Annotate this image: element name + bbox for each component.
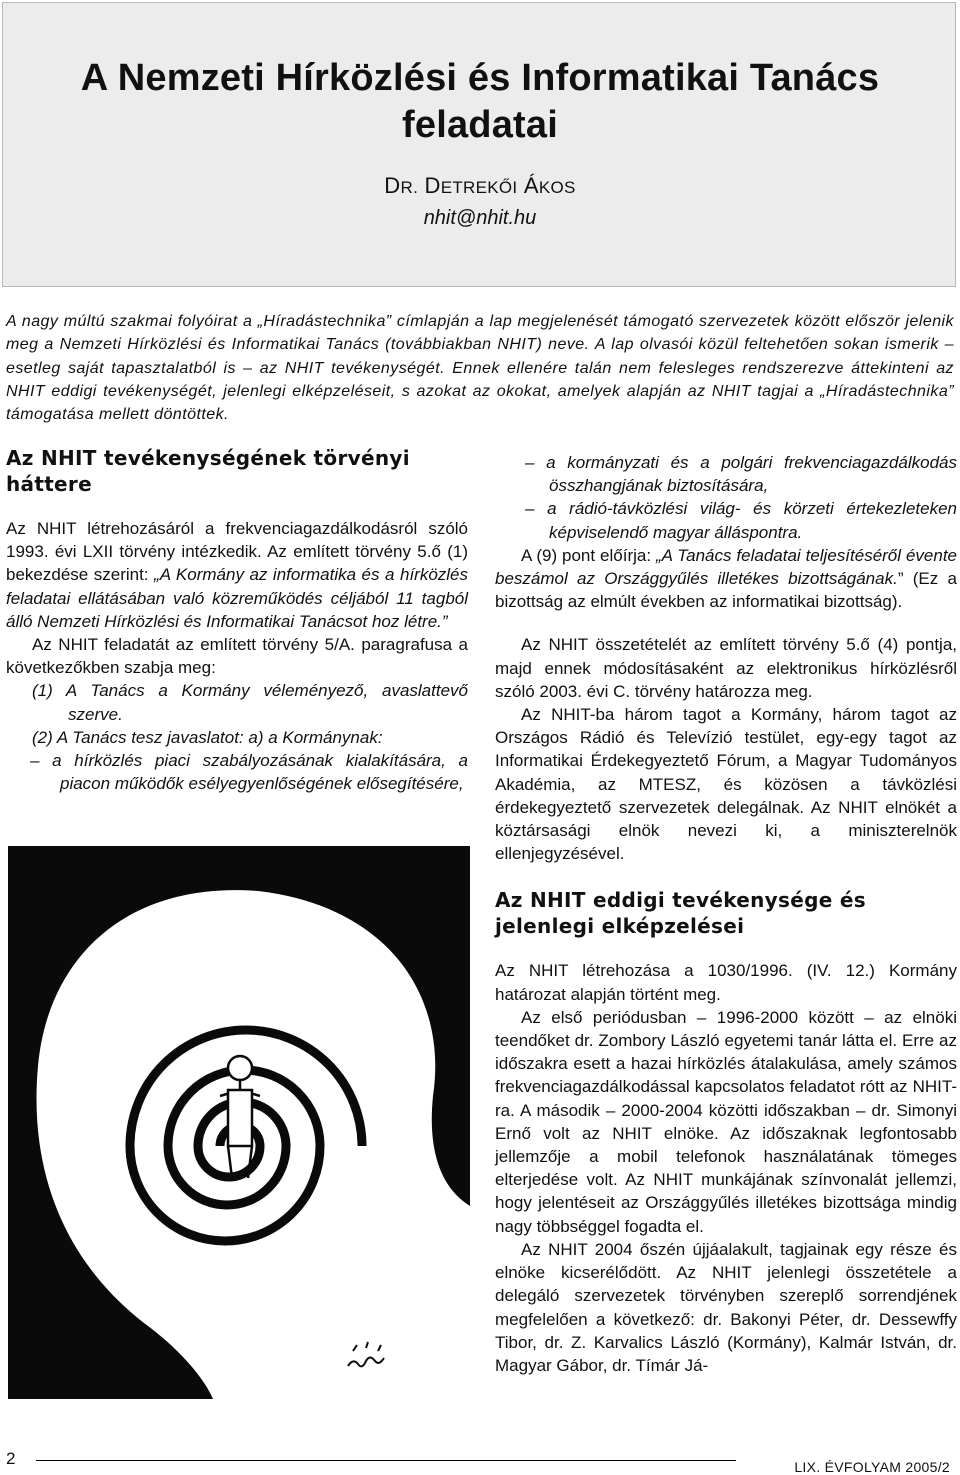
- paragraph-current: Az NHIT 2004 őszén újjáalakult, tagjainak egy része és elnöke kicserélődött. Az NHIT jelenlegi összetétele a delegáló szervezetek törvényben szereplő sorrendjének megfelelően a következő: dr. Bakonyi Péter, dr. Dessewffy Tibor, dr. Z. Karvalics László (Kormány), Kalmár István, dr. Magyar Gábor, dr. Tímár Já-: [495, 1239, 957, 1375]
- list-item: – a hírközlés piaci szabályozásának kialakítására, a piacon működők esélyegyenlőségének elősegítésére,: [30, 751, 468, 794]
- paragraph-law: [6, 517, 468, 633]
- paragraph-text: A (9) pont előírja:: [521, 545, 656, 565]
- left-column: [6, 445, 468, 795]
- report-quote: „A Tanács feladatai teljesítéséről évente beszámol az Országgyűlés illetékes bizottságának.: [495, 545, 958, 589]
- paragraph-periods: Az első periódusban – 1996-2000 között – az elnöki teendőket dr. Zombory László egyetemi tanár látta el. Erre az időszakra esett a hazai hírközlés átalakulása, amely számos frekvenciagazdálkodással kapcsolatos feladatot rótt az NHIT-ra. A második – 2000-2004 közötti időszakban – dr. Simonyi Ernő volt az NHIT elnöke. Az időszaknak legfontosabb jellemzője a mobil telefonok használatának tömeges elterjedése volt. Az NHIT munkájának színvonalát jellemzi, hogy jelentéseit az Országgyűlés illetékes bizottsága mindig nagy többséggel fogadta el.: [495, 1007, 957, 1236]
- author-part: ETREKŐI: [440, 178, 518, 197]
- paragraph-founding: Az NHIT létrehozása a 1030/1996. (IV. 12.) Kormány határozat alapján történt meg.: [495, 961, 957, 1004]
- list-item: (1) A Tanács a Kormány véleményező, avaslattevő szerve.: [32, 681, 468, 724]
- paragraph-composition: Az NHIT összetételét az említett törvény 5.ő (4) pontja, majd ennek módosításaként az elektronikus hírközlésről szóló 2003. évi C. törvény határozza meg.: [495, 635, 957, 701]
- author-name: [3, 173, 957, 199]
- author-initial: D: [424, 173, 441, 198]
- author-initial: D: [384, 173, 401, 198]
- paragraph-tasks: Az NHIT feladatát az említett törvény 5/A. paragrafusa a következőkben szabja meg:: [6, 635, 468, 678]
- paragraph-text: Az NHIT létrehozásáról a frekvenciagazdálkodásról szóló 1993. évi LXII törvény intézkedik. Az említett törvény 5.ő (1) bekezdése szerint:: [6, 519, 468, 585]
- footer-rule: [36, 1460, 736, 1461]
- page-number: 2: [6, 1449, 16, 1468]
- section-heading-activity: Az NHIT eddigi tevékenysége és jelenlegi elképzelései: [495, 888, 866, 939]
- lead-paragraph: A nagy múltú szakmai folyóirat a „Híradástechnika” címlapján a lap megjelenését támogató szervezetek között először jelenik meg a Nemzeti Hírközlési és Informatikai Tanács (továbbiakban NHIT) neve. A lap olvasói közül feltehetően sokan ismerik – esetleg saját tapasztalatból is – az NHIT tevékenységét. Ennek ellenére talán nem felesleges rendszerezve áttekinteni az NHIT eddigi tevékenységét, jelenlegi elképzeléseit, s azokat az okokat, amelyek alapján az NHIT tagjai a „Híradástechnika” támogatása mellett döntöttek.: [6, 313, 954, 424]
- title-line-2: feladatai: [402, 104, 558, 146]
- article-title: [3, 55, 957, 149]
- author-part: R.: [400, 178, 419, 197]
- paragraph-members: Az NHIT-ba három tagot a Kormány, három tagot az Országos Rádió és Televízió testület, egy-egy tagot az Informatikai Érdekegyeztető Fórum, a Magyar Tudományos Akadémia, az MTESZ, és közösen a távközlési érdekegyeztető szervezetek delegálnak. Az NHIT elnökét a köztársasági elnök nevezi ki, a miniszterelnök ellenjegyzésével.: [495, 705, 957, 864]
- section-heading-legal: Az NHIT tevékenységének törvényi háttere: [6, 446, 410, 496]
- title-line-1: A Nemzeti Hírközlési és Informatikai Tanács: [80, 57, 880, 99]
- right-column: [495, 451, 957, 1377]
- paragraph-text: ” (Ez a bizottság az elmúlt években az informatikai bizottság).: [495, 569, 958, 612]
- list-item: – a rádió-távközlési világ- és körzeti értekezleteken képviselendő magyar álláspontra.: [525, 499, 957, 542]
- list-item: – a kormányzati és a polgári frekvenciagazdálkodás összhangjának biztosítására,: [525, 453, 957, 496]
- author-email: nhit@nhit.hu: [423, 207, 537, 229]
- spiral-cartoon-illustration: [8, 846, 470, 1399]
- header-box: [2, 2, 956, 287]
- list-item: (2) A Tanács tesz javaslatot: a) a Kormánynak:: [32, 727, 383, 747]
- law-quote: „A Kormány az informatika és a hírközlés feladatai ellátásában való közreműködés céljából 11 tagból álló Nemzeti Hírközlési és Informatikai Tanácsot hoz létre.”: [6, 565, 469, 631]
- journal-volume: LIX. ÉVFOLYAM 2005/2: [794, 1459, 950, 1475]
- author-initial: Á: [523, 173, 539, 198]
- author-part: KOS: [538, 178, 576, 197]
- paragraph-report: [495, 544, 957, 614]
